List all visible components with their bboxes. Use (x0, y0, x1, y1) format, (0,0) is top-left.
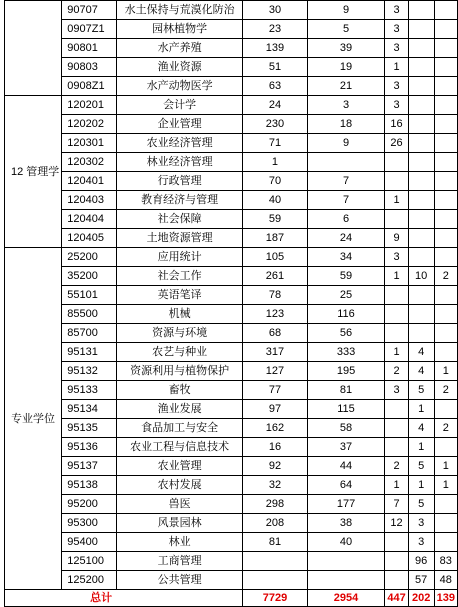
value-cell-c5 (434, 58, 457, 77)
table-row (5, 96, 458, 115)
table-row (5, 172, 458, 191)
value-cell-c1: 40 (243, 191, 307, 210)
value-cell-c4: 4 (408, 343, 434, 362)
name-cell: 社会保障 (116, 210, 242, 229)
name-cell: 英语笔译 (116, 286, 242, 305)
value-cell-c4: 1 (408, 476, 434, 495)
total-value-c4: 202 (408, 590, 434, 607)
table-row (5, 438, 458, 457)
value-cell-c4 (408, 324, 434, 343)
name-cell: 资源利用与植物保护 (116, 362, 242, 381)
value-cell-c2: 9 (307, 1, 385, 20)
value-cell-c4: 1 (408, 400, 434, 419)
code-cell: 120403 (62, 191, 117, 210)
table-row (5, 39, 458, 58)
value-cell-c3: 2 (385, 457, 408, 476)
value-cell-c4: 4 (408, 419, 434, 438)
value-cell-c3 (385, 419, 408, 438)
value-cell-c5 (434, 210, 457, 229)
value-cell-c2: 64 (307, 476, 385, 495)
name-cell: 行政管理 (116, 172, 242, 191)
value-cell-c4 (408, 115, 434, 134)
value-cell-c2: 81 (307, 381, 385, 400)
name-cell: 企业管理 (116, 115, 242, 134)
value-cell-c1: 298 (243, 495, 307, 514)
name-cell: 水土保持与荒漠化防治 (116, 1, 242, 20)
code-cell: 90803 (62, 58, 117, 77)
name-cell: 林业 (116, 533, 242, 552)
name-cell: 机械 (116, 305, 242, 324)
name-cell: 会计学 (116, 96, 242, 115)
value-cell-c4 (408, 134, 434, 153)
value-cell-c1 (243, 571, 307, 590)
code-cell: 55101 (62, 286, 117, 305)
name-cell: 农村发展 (116, 476, 242, 495)
value-cell-c5: 1 (434, 476, 457, 495)
table-row (5, 495, 458, 514)
value-cell-c1: 187 (243, 229, 307, 248)
table-row (5, 305, 458, 324)
code-cell: 90707 (62, 1, 117, 20)
value-cell-c2: 115 (307, 400, 385, 419)
value-cell-c2: 19 (307, 58, 385, 77)
total-row (5, 590, 458, 607)
value-cell-c2: 24 (307, 229, 385, 248)
code-cell: 125200 (62, 571, 117, 590)
value-cell-c5 (434, 229, 457, 248)
value-cell-c4 (408, 153, 434, 172)
value-cell-c3: 1 (385, 343, 408, 362)
name-cell: 水产养殖 (116, 39, 242, 58)
value-cell-c1: 51 (243, 58, 307, 77)
total-value-c1: 7729 (243, 590, 307, 607)
table-row (5, 115, 458, 134)
value-cell-c5 (434, 438, 457, 457)
value-cell-c2: 9 (307, 134, 385, 153)
code-cell: 95200 (62, 495, 117, 514)
name-cell: 食品加工与安全 (116, 419, 242, 438)
table-row (5, 134, 458, 153)
value-cell-c3: 7 (385, 495, 408, 514)
value-cell-c5 (434, 305, 457, 324)
value-cell-c1: 70 (243, 172, 307, 191)
value-cell-c3 (385, 153, 408, 172)
name-cell: 农业工程与信息技术 (116, 438, 242, 457)
group-cell: 12 管理学 (5, 96, 62, 248)
value-cell-c1: 1 (243, 153, 307, 172)
table-row (5, 229, 458, 248)
value-cell-c4: 10 (408, 267, 434, 286)
total-value-c2: 2954 (307, 590, 385, 607)
value-cell-c2: 21 (307, 77, 385, 96)
value-cell-c5 (434, 324, 457, 343)
value-cell-c3: 3 (385, 39, 408, 58)
value-cell-c4: 5 (408, 381, 434, 400)
value-cell-c2: 40 (307, 533, 385, 552)
code-cell: 120301 (62, 134, 117, 153)
value-cell-c4 (408, 20, 434, 39)
code-cell: 95135 (62, 419, 117, 438)
value-cell-c4 (408, 286, 434, 305)
value-cell-c4: 5 (408, 495, 434, 514)
value-cell-c1: 317 (243, 343, 307, 362)
value-cell-c1: 230 (243, 115, 307, 134)
value-cell-c2: 3 (307, 96, 385, 115)
value-cell-c3 (385, 172, 408, 191)
name-cell: 农业管理 (116, 457, 242, 476)
name-cell: 土地资源管理 (116, 229, 242, 248)
value-cell-c5 (434, 533, 457, 552)
code-cell: 120401 (62, 172, 117, 191)
value-cell-c1: 92 (243, 457, 307, 476)
code-cell: 120202 (62, 115, 117, 134)
name-cell: 应用统计 (116, 248, 242, 267)
value-cell-c2: 177 (307, 495, 385, 514)
value-cell-c1: 16 (243, 438, 307, 457)
code-cell: 120302 (62, 153, 117, 172)
value-cell-c2: 37 (307, 438, 385, 457)
code-cell: 95400 (62, 533, 117, 552)
table-row (5, 248, 458, 267)
value-cell-c5: 48 (434, 571, 457, 590)
value-cell-c4: 96 (408, 552, 434, 571)
value-cell-c3 (385, 533, 408, 552)
value-cell-c5 (434, 191, 457, 210)
value-cell-c1: 59 (243, 210, 307, 229)
value-cell-c2: 59 (307, 267, 385, 286)
value-cell-c3 (385, 210, 408, 229)
value-cell-c3: 3 (385, 96, 408, 115)
value-cell-c4 (408, 172, 434, 191)
value-cell-c1: 97 (243, 400, 307, 419)
table-row (5, 210, 458, 229)
value-cell-c4 (408, 58, 434, 77)
total-value-c5: 139 (434, 590, 457, 607)
value-cell-c2: 5 (307, 20, 385, 39)
value-cell-c5 (434, 77, 457, 96)
value-cell-c4 (408, 77, 434, 96)
code-cell: 85500 (62, 305, 117, 324)
table-row (5, 286, 458, 305)
value-cell-c3: 3 (385, 20, 408, 39)
table-row (5, 419, 458, 438)
value-cell-c4 (408, 248, 434, 267)
value-cell-c5 (434, 153, 457, 172)
table-row (5, 324, 458, 343)
value-cell-c2: 38 (307, 514, 385, 533)
value-cell-c3: 3 (385, 77, 408, 96)
value-cell-c2: 333 (307, 343, 385, 362)
value-cell-c1 (243, 552, 307, 571)
value-cell-c2: 34 (307, 248, 385, 267)
table-row (5, 267, 458, 286)
table-row (5, 457, 458, 476)
value-cell-c2: 25 (307, 286, 385, 305)
table-row (5, 343, 458, 362)
code-cell: 125100 (62, 552, 117, 571)
value-cell-c3: 1 (385, 476, 408, 495)
table-row (5, 571, 458, 590)
value-cell-c1: 32 (243, 476, 307, 495)
name-cell: 公共管理 (116, 571, 242, 590)
name-cell: 工商管理 (116, 552, 242, 571)
value-cell-c3: 9 (385, 229, 408, 248)
value-cell-c3: 12 (385, 514, 408, 533)
name-cell: 兽医 (116, 495, 242, 514)
value-cell-c2: 195 (307, 362, 385, 381)
value-cell-c3: 2 (385, 362, 408, 381)
code-cell: 0908Z1 (62, 77, 117, 96)
table-row (5, 58, 458, 77)
value-cell-c2: 7 (307, 172, 385, 191)
value-cell-c2: 7 (307, 191, 385, 210)
value-cell-c4: 57 (408, 571, 434, 590)
value-cell-c5 (434, 286, 457, 305)
name-cell: 畜牧 (116, 381, 242, 400)
table-row (5, 552, 458, 571)
table-row (5, 153, 458, 172)
value-cell-c3: 1 (385, 58, 408, 77)
table-row (5, 20, 458, 39)
code-cell: 85700 (62, 324, 117, 343)
name-cell: 渔业发展 (116, 400, 242, 419)
value-cell-c5 (434, 400, 457, 419)
value-cell-c4 (408, 305, 434, 324)
value-cell-c3: 1 (385, 191, 408, 210)
value-cell-c2: 6 (307, 210, 385, 229)
value-cell-c4 (408, 210, 434, 229)
code-cell: 90801 (62, 39, 117, 58)
value-cell-c3 (385, 305, 408, 324)
value-cell-c3 (385, 438, 408, 457)
value-cell-c2 (307, 571, 385, 590)
value-cell-c4 (408, 39, 434, 58)
value-cell-c1: 30 (243, 1, 307, 20)
value-cell-c3 (385, 400, 408, 419)
value-cell-c4 (408, 1, 434, 20)
table-row (5, 362, 458, 381)
value-cell-c4 (408, 229, 434, 248)
code-cell: 25200 (62, 248, 117, 267)
value-cell-c5 (434, 20, 457, 39)
value-cell-c4 (408, 191, 434, 210)
name-cell: 林业经济管理 (116, 153, 242, 172)
code-cell: 120201 (62, 96, 117, 115)
code-cell: 120404 (62, 210, 117, 229)
code-cell: 95137 (62, 457, 117, 476)
value-cell-c5 (434, 514, 457, 533)
code-cell: 95138 (62, 476, 117, 495)
table-row (5, 381, 458, 400)
value-cell-c3 (385, 324, 408, 343)
value-cell-c5: 2 (434, 419, 457, 438)
value-cell-c1: 81 (243, 533, 307, 552)
group-cell: 专业学位 (5, 248, 62, 590)
value-cell-c2: 18 (307, 115, 385, 134)
table-body (5, 1, 458, 607)
value-cell-c5 (434, 172, 457, 191)
name-cell: 农艺与种业 (116, 343, 242, 362)
value-cell-c4 (408, 96, 434, 115)
name-cell: 社会工作 (116, 267, 242, 286)
value-cell-c3: 26 (385, 134, 408, 153)
code-cell: 95134 (62, 400, 117, 419)
name-cell: 园林植物学 (116, 20, 242, 39)
value-cell-c2: 56 (307, 324, 385, 343)
code-cell: 120405 (62, 229, 117, 248)
code-cell: 35200 (62, 267, 117, 286)
value-cell-c5: 2 (434, 267, 457, 286)
name-cell: 渔业资源 (116, 58, 242, 77)
value-cell-c5 (434, 115, 457, 134)
value-cell-c2: 44 (307, 457, 385, 476)
value-cell-c1: 78 (243, 286, 307, 305)
value-cell-c4: 3 (408, 533, 434, 552)
value-cell-c1: 123 (243, 305, 307, 324)
value-cell-c5 (434, 248, 457, 267)
value-cell-c1: 24 (243, 96, 307, 115)
value-cell-c3 (385, 286, 408, 305)
group-cell (5, 1, 62, 96)
value-cell-c5: 83 (434, 552, 457, 571)
value-cell-c2 (307, 153, 385, 172)
value-cell-c5 (434, 495, 457, 514)
name-cell: 教育经济与管理 (116, 191, 242, 210)
name-cell: 资源与环境 (116, 324, 242, 343)
table-row (5, 533, 458, 552)
value-cell-c5 (434, 39, 457, 58)
name-cell: 农业经济管理 (116, 134, 242, 153)
value-cell-c4: 4 (408, 362, 434, 381)
table-row (5, 191, 458, 210)
value-cell-c3: 16 (385, 115, 408, 134)
table-row (5, 77, 458, 96)
value-cell-c2: 116 (307, 305, 385, 324)
value-cell-c5: 1 (434, 457, 457, 476)
value-cell-c4: 5 (408, 457, 434, 476)
value-cell-c3: 3 (385, 1, 408, 20)
value-cell-c3 (385, 571, 408, 590)
value-cell-c1: 127 (243, 362, 307, 381)
value-cell-c1: 139 (243, 39, 307, 58)
value-cell-c3: 3 (385, 248, 408, 267)
value-cell-c4: 3 (408, 514, 434, 533)
value-cell-c1: 105 (243, 248, 307, 267)
value-cell-c2 (307, 552, 385, 571)
code-cell: 95131 (62, 343, 117, 362)
value-cell-c2: 39 (307, 39, 385, 58)
code-cell: 95136 (62, 438, 117, 457)
table-row (5, 514, 458, 533)
name-cell: 风景园林 (116, 514, 242, 533)
value-cell-c1: 162 (243, 419, 307, 438)
value-cell-c4: 1 (408, 438, 434, 457)
total-value-c3: 447 (385, 590, 408, 607)
value-cell-c1: 261 (243, 267, 307, 286)
code-cell: 95300 (62, 514, 117, 533)
code-cell: 95133 (62, 381, 117, 400)
value-cell-c2: 58 (307, 419, 385, 438)
value-cell-c1: 208 (243, 514, 307, 533)
value-cell-c1: 77 (243, 381, 307, 400)
table-row (5, 400, 458, 419)
value-cell-c5: 2 (434, 381, 457, 400)
value-cell-c5 (434, 1, 457, 20)
enrollment-table (4, 0, 458, 607)
value-cell-c3: 3 (385, 381, 408, 400)
total-label: 总计 (5, 590, 243, 607)
value-cell-c1: 68 (243, 324, 307, 343)
value-cell-c5 (434, 96, 457, 115)
code-cell: 95132 (62, 362, 117, 381)
code-cell: 0907Z1 (62, 20, 117, 39)
value-cell-c1: 71 (243, 134, 307, 153)
value-cell-c1: 23 (243, 20, 307, 39)
value-cell-c5 (434, 343, 457, 362)
table-row (5, 1, 458, 20)
value-cell-c5: 1 (434, 362, 457, 381)
value-cell-c3: 1 (385, 267, 408, 286)
name-cell: 水产动物医学 (116, 77, 242, 96)
value-cell-c5 (434, 134, 457, 153)
value-cell-c3 (385, 552, 408, 571)
table-row (5, 476, 458, 495)
value-cell-c1: 63 (243, 77, 307, 96)
